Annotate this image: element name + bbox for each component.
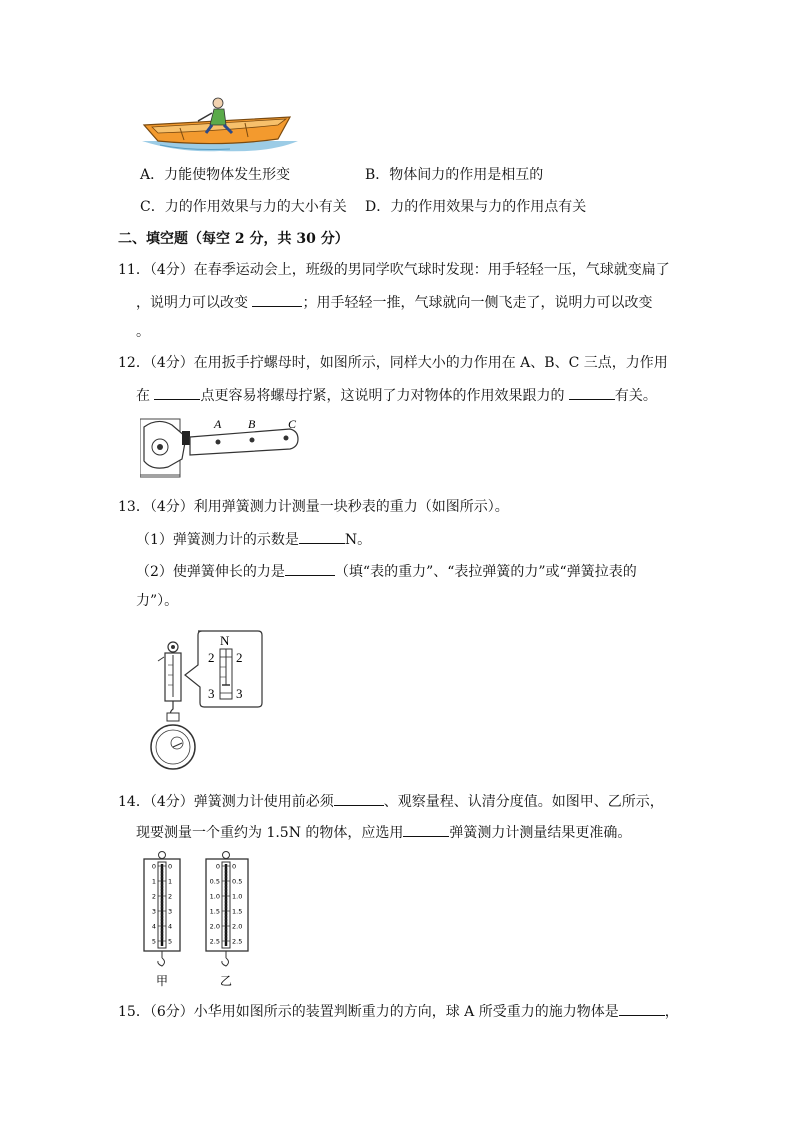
q12-line1: 12．（4分）在用扳手拧螺母时，如图所示，同样大小的力作用在 A、B、C 三点，力作用 (118, 355, 668, 371)
q15-line1-a: 15．（6分）小华用如图所示的装置判断重力的方向，球 A 所受重力的施力物体是 (118, 1004, 619, 1020)
answer-blank (154, 385, 200, 400)
scale-yi-tick-label: 2.5 (209, 937, 220, 946)
option-c: C．力的作用效果与力的大小有关 (140, 199, 347, 215)
scale-jia-tick-label: 5 (168, 937, 173, 946)
label-jia: 甲 (156, 974, 169, 988)
section-title: 二、填空题（每空 2 分，共 30 分） (118, 231, 349, 247)
two-spring-scales-figure (140, 850, 260, 988)
option-b: B．物体间力的作用是相互的 (365, 167, 544, 183)
scale-jia-tick-label: 4 (168, 922, 173, 931)
answer-blank (619, 1001, 665, 1016)
scale-yi (206, 852, 248, 989)
q13-sub1-a: （1）弹簧测力计的示数是 (136, 532, 299, 548)
q12-line2-b: 点更容易将螺母拧紧，这说明了力对物体的作用效果跟力的 (200, 388, 569, 404)
scale-yi-tick-label: 0 (215, 862, 220, 871)
scale-yi-tick-label: 0.5 (232, 877, 243, 886)
scale-jia-tick-label: 4 (151, 922, 156, 931)
scale-yi-tick-label: 2.0 (209, 922, 220, 931)
option-d: D．力的作用效果与力的作用点有关 (365, 199, 587, 215)
scale-yi-tick-label: 1.5 (209, 907, 220, 916)
q12-line2 (136, 385, 657, 405)
q11-line2-b: ；用手轻轻一推，气球就向一侧飞走了，说明力可以改变 (302, 295, 653, 311)
q11-line2 (136, 292, 652, 312)
scale-jia-tick-label: 3 (168, 907, 173, 916)
q14-line1-b: 、观察量程、认清分度值。如图甲、乙所示， (383, 794, 664, 810)
point-c-label: C (288, 417, 297, 431)
option-a: A．力能使物体发生形变 (140, 167, 291, 183)
scale-yi-tick-label: 2.0 (232, 922, 243, 931)
answer-blank (334, 791, 384, 806)
q14-line1 (118, 791, 664, 811)
scale-yi-tick-label: 1.0 (209, 892, 220, 901)
scale-jia-tick-label: 2 (151, 892, 156, 901)
scale-jia-tick-label: 0 (168, 862, 173, 871)
tick-2-left: 2 (208, 650, 215, 665)
tick-3-right: 3 (236, 686, 243, 701)
point-b-label: B (248, 417, 256, 431)
boat-figure (140, 95, 300, 157)
q12-line2-c: 有关。 (614, 388, 657, 404)
answer-blank (299, 529, 345, 544)
q13-sub2-a: （2）使弹簧伸长的力是 (136, 564, 285, 580)
answer-blank (403, 822, 449, 837)
wrench-figure (140, 415, 305, 481)
spring-scale-stopwatch-figure (140, 625, 265, 775)
scale-jia-tick-label: 1 (168, 877, 173, 886)
label-yi: 乙 (220, 974, 233, 988)
q15-line1-b: ， (664, 1004, 679, 1020)
q13-line1: 13．（4分）利用弹簧测力计测量一块秒表的重力（如图所示）。 (118, 499, 509, 515)
scale-yi-tick-label: 1.0 (232, 892, 243, 901)
answer-blank (285, 561, 335, 576)
q14-line2 (136, 822, 631, 842)
tick-2-right: 2 (236, 650, 243, 665)
q14-line1-a: 14．（4分）弹簧测力计使用前必须 (118, 794, 334, 810)
q11-line1: 11．（4分）在春季运动会上，班级的男同学吹气球时发现：用手轻轻一压，气球就变扁了 (118, 262, 670, 278)
scale-yi-tick-label: 0.5 (209, 877, 220, 886)
scale-jia-tick-label: 5 (151, 937, 156, 946)
scale-jia-tick-label: 2 (168, 892, 173, 901)
scale-jia-tick-label: 0 (151, 862, 156, 871)
q14-line2-a: 现要测量一个重约为 1.5N 的物体，应选用 (136, 825, 404, 841)
answer-blank (569, 385, 615, 400)
q13-sub1-b: N。 (344, 532, 372, 548)
q11-line2-a: ，说明力可以改变 (136, 295, 253, 311)
scale-jia-tick-label: 3 (151, 907, 156, 916)
scale-yi-tick-label: 1.5 (232, 907, 243, 916)
answer-blank (252, 292, 302, 307)
scale-yi-tick-label: 0 (232, 862, 237, 871)
scale-jia (144, 852, 180, 989)
q11-line3: 。 (136, 324, 150, 340)
scale-jia-tick-label: 1 (151, 877, 156, 886)
scale-unit-label: N (220, 633, 230, 648)
q14-line2-b: 弹簧测力计测量结果更准确。 (449, 825, 632, 841)
q15-line1 (118, 1001, 679, 1021)
q13-sub2-cont: 力”）。 (136, 593, 179, 609)
q13-sub1 (136, 529, 371, 549)
q13-sub2 (136, 561, 637, 581)
q12-line2-a: 在 (136, 388, 155, 404)
point-a-label: A (214, 417, 222, 431)
scale-yi-tick-label: 2.5 (232, 937, 243, 946)
tick-3-left: 3 (208, 686, 215, 701)
q13-sub2-b: （填“表的重力”、“表拉弹簧的力”或“弹簧拉表的 (334, 564, 637, 580)
